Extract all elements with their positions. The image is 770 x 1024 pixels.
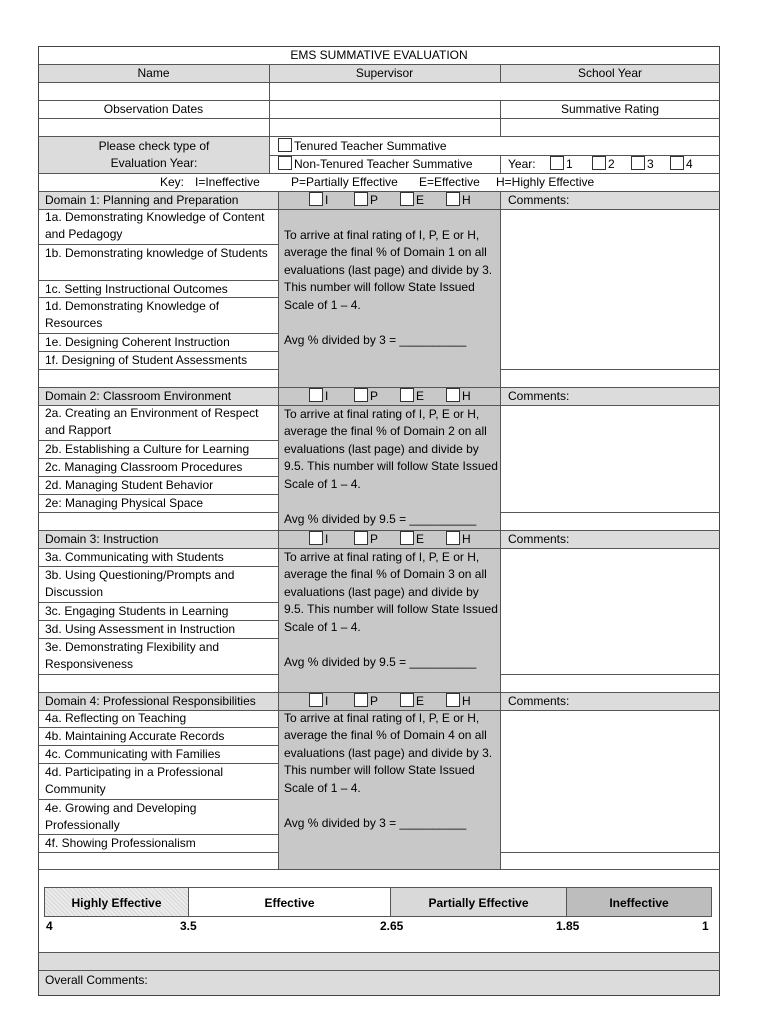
domain-2-rating-i-checkbox[interactable]: [309, 388, 323, 402]
domain-1-comments-label: Comments:: [508, 193, 570, 207]
observation-dates-value-field[interactable]: [270, 119, 499, 136]
domain-3-item-3a: 3a. Communicating with Students: [45, 550, 224, 564]
domain-4-item-4d: 4d. Participating in a Professional Community: [45, 765, 224, 797]
domain-2-comments-label: Comments:: [508, 389, 570, 403]
year-3-label: 3: [647, 157, 654, 171]
year-4-checkbox[interactable]: [670, 156, 684, 170]
year-2-label: 2: [608, 157, 615, 171]
summative-rating-field[interactable]: [501, 119, 719, 136]
scale-effective-label: Effective: [264, 896, 315, 910]
domain-3-item-3b: 3b. Using Questioning/Prompts and Discussion: [45, 568, 235, 600]
domain-4-rating-i-label: I: [325, 694, 329, 708]
domain-3-item-3c: 3c. Engaging Students in Learning: [45, 604, 229, 618]
domain-3-item-3e: 3e. Demonstrating Flexibility and Responsiveness: [45, 640, 220, 672]
domain-3-item-3d: 3d. Using Assessment in Instruction: [45, 622, 236, 636]
domain-2-title: Domain 2: Classroom Environment: [45, 389, 232, 403]
domain-2-item-2b: 2b. Establishing a Culture for Learning: [45, 442, 250, 456]
domain-3-comments-label: Comments:: [508, 532, 570, 546]
domain-2-rating-p-label: P: [370, 389, 379, 403]
year-3-checkbox[interactable]: [631, 156, 645, 170]
domain-4-comments-label: Comments:: [508, 694, 570, 708]
domain-1-rating-e-checkbox[interactable]: [400, 192, 414, 206]
domain-1-rating-h-checkbox[interactable]: [446, 192, 460, 206]
domain-4-rating-i-checkbox[interactable]: [309, 693, 323, 707]
domain-1-rating-i-label: I: [325, 193, 329, 207]
domain-4-item-4b: 4b. Maintaining Accurate Records: [45, 729, 225, 743]
domain-1-rating-h-label: H: [462, 193, 471, 207]
domain-3-instructions: To arrive at final rating of I, P, E or H, average the final % of Domain 3 on all evaluations (last page) and divide by 9.5. This number will follow State Issued Scale of 1 – 4.: [284, 550, 498, 634]
scale-effective: [188, 887, 391, 917]
year-1-label: 1: [566, 157, 573, 171]
domain-1-item-1e: 1e. Designing Coherent Instruction: [45, 335, 230, 349]
domain-1-item-1f: 1f. Designing of Student Assessments: [45, 353, 248, 367]
domain-4-item-4c: 4c. Communicating with Families: [45, 747, 221, 761]
domain-2-rating-h-label: H: [462, 389, 471, 403]
non-tenured-checkbox[interactable]: [278, 156, 292, 170]
domain-3-rating-i-checkbox[interactable]: [309, 531, 323, 545]
domain-2-item-2a: 2a. Creating an Environment of Respect and Rapport: [45, 406, 259, 438]
domain-2-item-2e: 2e: Managing Physical Space: [45, 496, 204, 510]
tenured-checkbox[interactable]: [278, 138, 292, 152]
year-4-label: 4: [686, 157, 693, 171]
domain-3-rating-p-checkbox[interactable]: [354, 531, 368, 545]
domain-3-rating-h-checkbox[interactable]: [446, 531, 460, 545]
domain-2-instructions: To arrive at final rating of I, P, E or H, average the final % of Domain 2 on all evaluations (last page) and divide by 9.5. This number will follow State Issued Scale of 1 – 4.: [284, 407, 498, 491]
domain-4-title: Domain 4: Professional Responsibilities: [45, 694, 256, 708]
domain-2-rating-e-checkbox[interactable]: [400, 388, 414, 402]
domain-1-instructions: To arrive at final rating of I, P, E or H, average the final % of Domain 1 on all evaluations (last page) and divide by 3. This number will follow State Issued Scale of 1 – 4.: [284, 228, 493, 312]
scale-highly-effective: [44, 887, 189, 917]
key-partially-effective: P=Partially Effective: [291, 175, 398, 189]
domain-2-item-2c: 2c. Managing Classroom Procedures: [45, 460, 243, 474]
observation-dates-label: Observation Dates: [103, 102, 204, 116]
domain-3-rating-i-label: I: [325, 532, 329, 546]
scale-partially-effective-label: Partially Effective: [428, 896, 529, 910]
key-prefix: Key:: [160, 175, 185, 189]
overall-comments-label: Overall Comments:: [45, 973, 148, 987]
domain-4-rating-e-label: E: [416, 694, 425, 708]
domain-4-instructions: To arrive at final rating of I, P, E or H, average the final % of Domain 4 on all evaluations (last page) and divide by 3. This number will follow State Issued Scale of 1 – 4.: [284, 711, 493, 795]
domain-2-avg: Avg % divided by 9.5 = __________: [284, 512, 477, 526]
scale-highly-effective-label: Highly Effective: [71, 896, 162, 910]
domain-4-item-4e: 4e. Growing and Developing Professionally: [45, 801, 197, 833]
year-2-checkbox[interactable]: [592, 156, 606, 170]
key-effective: E=Effective: [419, 175, 480, 189]
domain-1-rating-p-checkbox[interactable]: [354, 192, 368, 206]
non-tenured-option-label: Non-Tenured Teacher Summative: [294, 157, 473, 171]
domain-1-rating-i-checkbox[interactable]: [309, 192, 323, 206]
scale-number-3-5: 3.5: [180, 919, 197, 933]
domain-1-title: Domain 1: Planning and Preparation: [45, 193, 239, 207]
domain-3-rating-e-label: E: [416, 532, 425, 546]
tenured-option-label: Tenured Teacher Summative: [294, 139, 447, 153]
scale-partially-effective: [390, 887, 567, 917]
domain-4-rating-h-label: H: [462, 694, 471, 708]
domain-1-rating-e-label: E: [416, 193, 425, 207]
scale-ineffective: [566, 887, 712, 917]
domain-4-rating-h-checkbox[interactable]: [446, 693, 460, 707]
key-ineffective: I=Ineffective: [195, 175, 260, 189]
scale-ineffective-label: Ineffective: [609, 896, 669, 910]
domain-2-rating-e-label: E: [416, 389, 425, 403]
domain-3-rating-p-label: P: [370, 532, 379, 546]
domain-4-rating-p-checkbox[interactable]: [354, 693, 368, 707]
scale-number-2-65: 2.65: [380, 919, 404, 933]
domain-2-rating-i-label: I: [325, 389, 329, 403]
domain-1-item-1a: 1a. Demonstrating Knowledge of Content and Pedagogy: [45, 210, 265, 242]
year-label: Year:: [508, 157, 536, 171]
domain-2-rating-p-checkbox[interactable]: [354, 388, 368, 402]
domain-4-item-4a: 4a. Reflecting on Teaching: [45, 711, 187, 725]
domain-3-avg: Avg % divided by 9.5 = __________: [284, 655, 477, 669]
domain-4-rating-p-label: P: [370, 694, 379, 708]
observation-dates-field[interactable]: [270, 101, 499, 118]
domain-3-rating-e-checkbox[interactable]: [400, 531, 414, 545]
name-label: Name: [137, 66, 170, 80]
supervisor-field[interactable]: [270, 83, 499, 100]
year-1-checkbox[interactable]: [550, 156, 564, 170]
supervisor-label: Supervisor: [355, 66, 414, 80]
domain-1-rating-p-label: P: [370, 193, 379, 207]
scale-number-1: 1: [702, 919, 709, 933]
domain-3-title: Domain 3: Instruction: [45, 532, 159, 546]
form-title: EMS SUMMATIVE EVALUATION: [290, 48, 468, 62]
domain-1-item-1c: 1c. Setting Instructional Outcomes: [45, 282, 228, 296]
summative-rating-label: Summative Rating: [560, 102, 660, 116]
school-year-label: School Year: [577, 66, 643, 80]
overall-comments-top-band: [39, 953, 719, 970]
domain-4-item-4f: 4f. Showing Professionalism: [45, 836, 196, 850]
domain-4-avg: Avg % divided by 3 = __________: [284, 816, 467, 830]
key-highly-effective: H=Highly Effective: [496, 175, 595, 189]
check-type-label-line1: Please check type of: [98, 139, 210, 153]
domain-3-rating-h-label: H: [462, 532, 471, 546]
scale-number-4: 4: [46, 919, 53, 933]
domain-2-rating-h-checkbox[interactable]: [446, 388, 460, 402]
domain-1-avg: Avg % divided by 3 = __________: [284, 333, 467, 347]
domain-4-rating-e-checkbox[interactable]: [400, 693, 414, 707]
domain-1-item-1d: 1d. Demonstrating Knowledge of Resources: [45, 299, 220, 331]
scale-number-1-85: 1.85: [556, 919, 580, 933]
check-type-label-line2: Evaluation Year:: [110, 156, 198, 170]
domain-1-item-1b: 1b. Demonstrating knowledge of Students: [45, 246, 268, 260]
school-year-field[interactable]: [501, 83, 719, 100]
name-field[interactable]: [39, 83, 268, 100]
domain-2-item-2d: 2d. Managing Student Behavior: [45, 478, 214, 492]
